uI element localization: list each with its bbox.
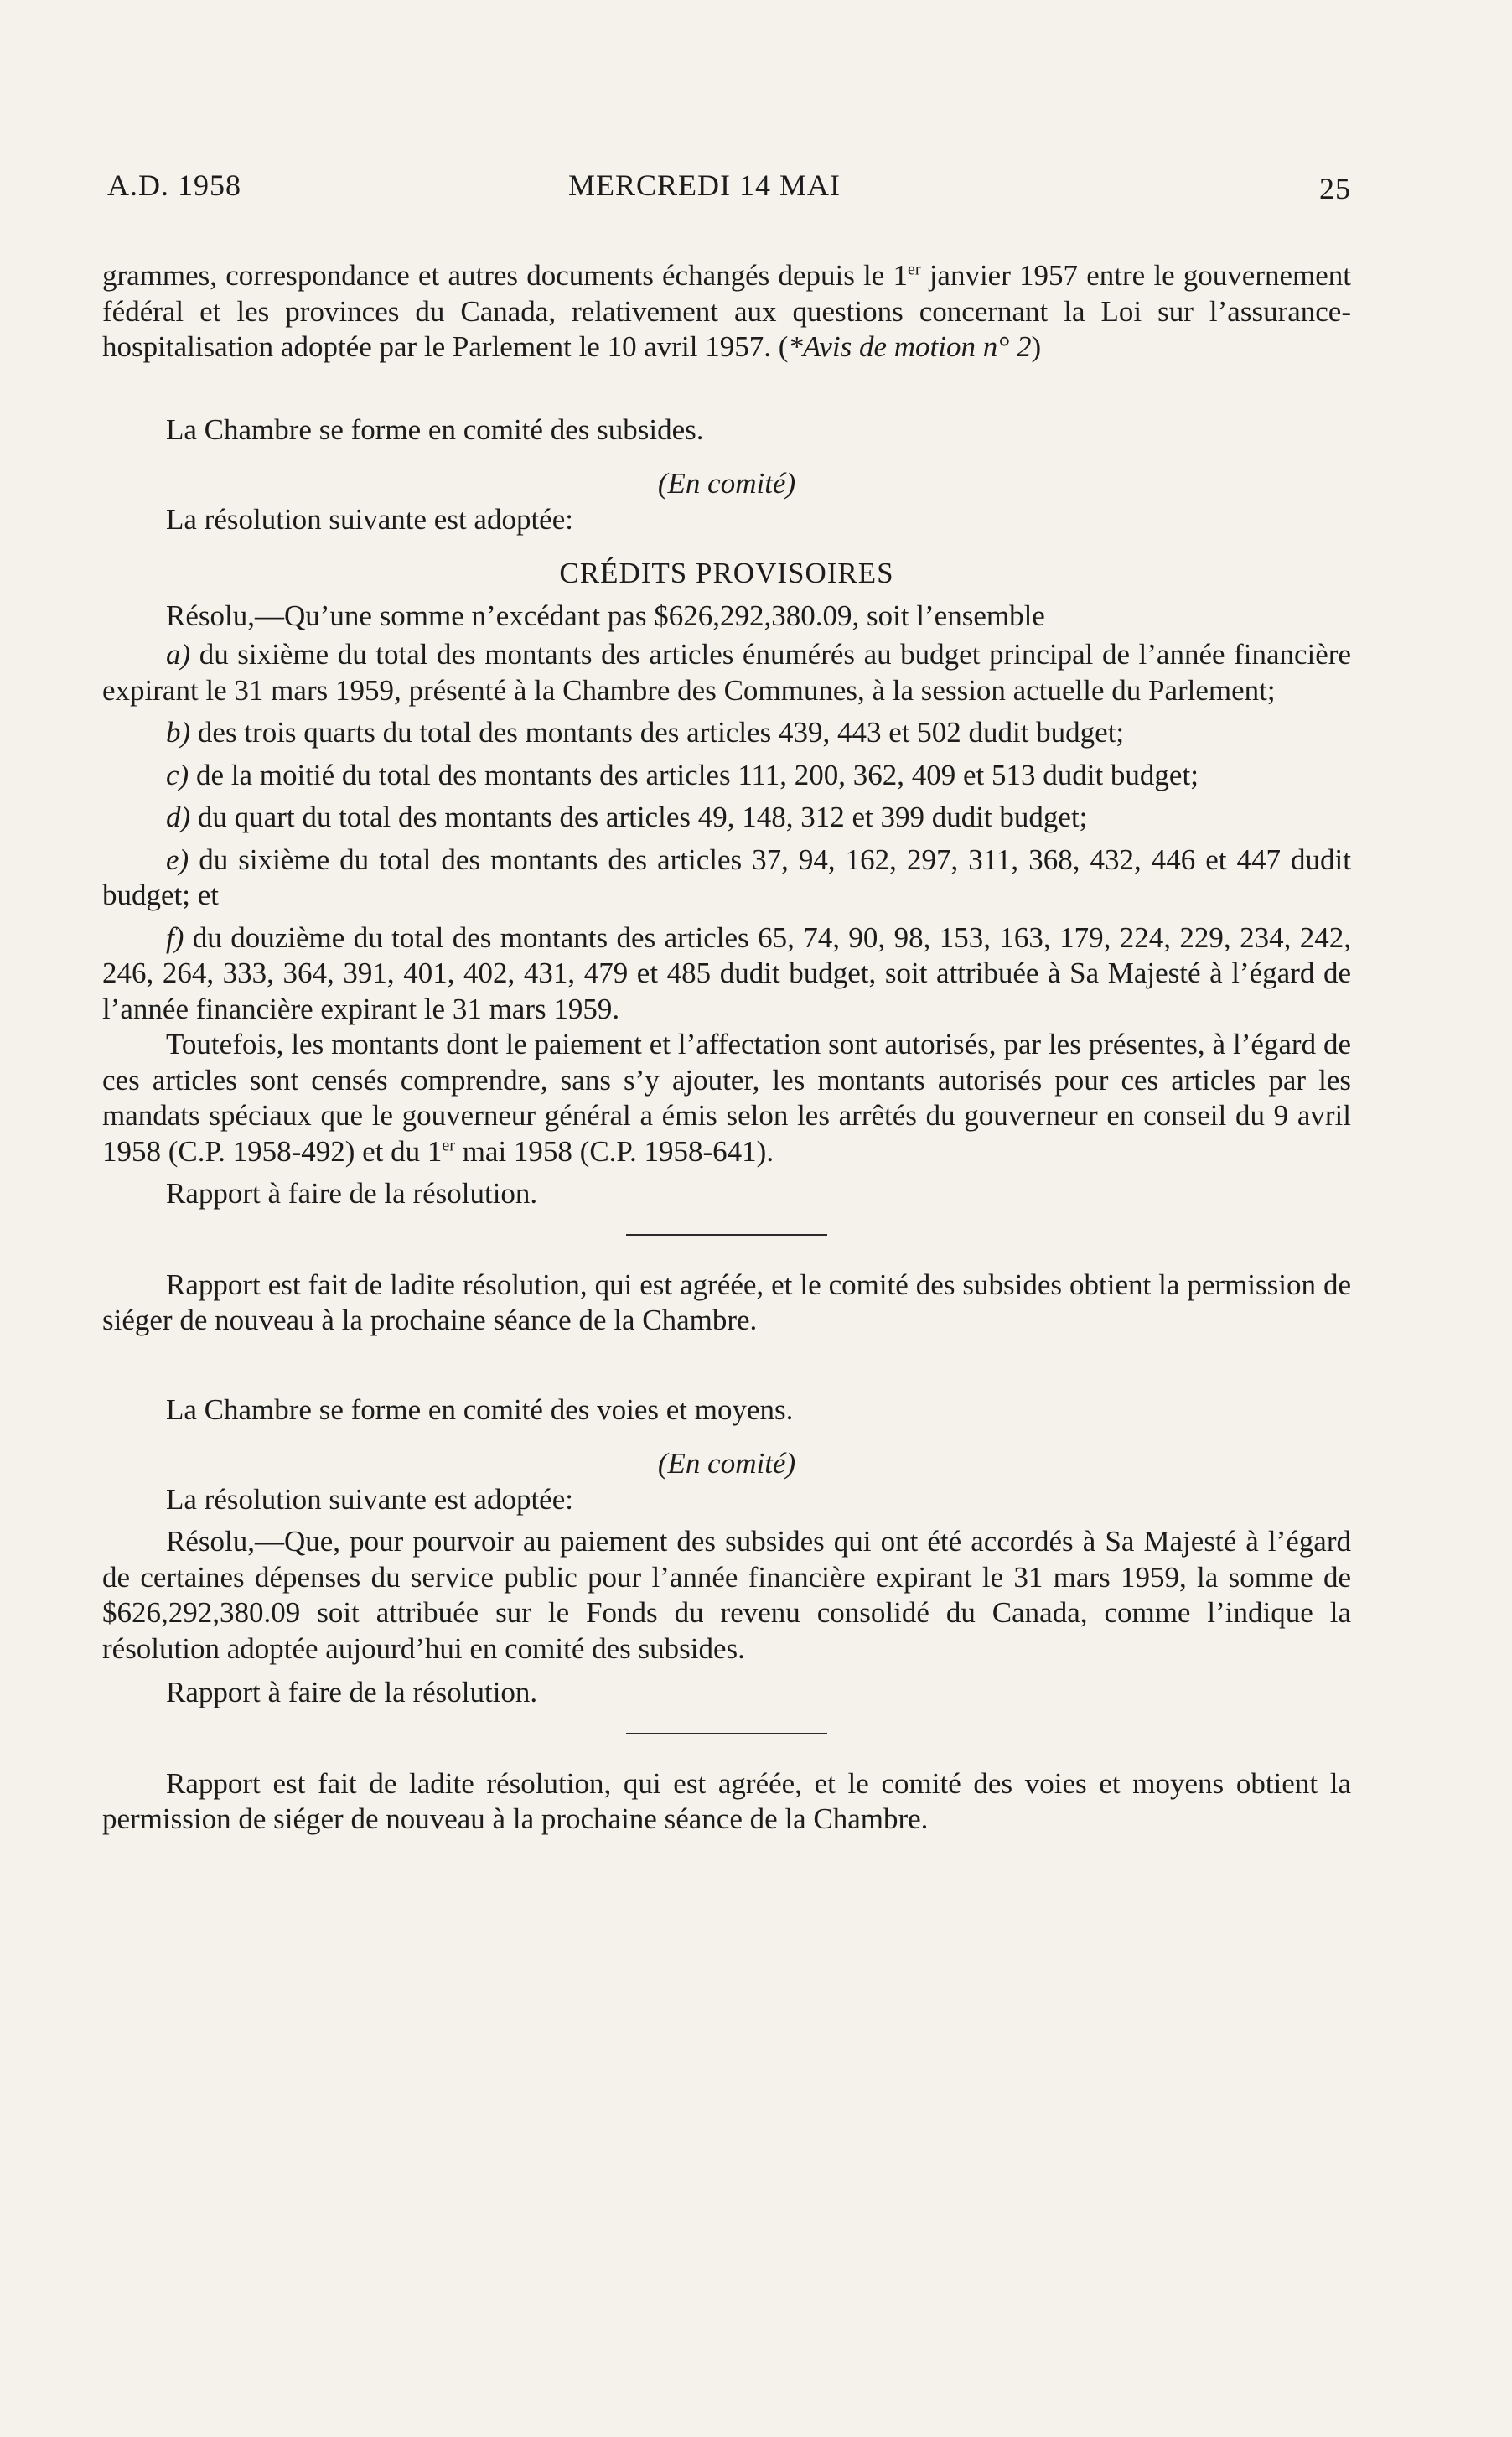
in-committee-label: (En comité) <box>657 1447 796 1480</box>
item-c: c) de la moitié du total des montants des articles 111, 200, 362, 409 et 513 dudit budget; <box>166 758 1199 791</box>
report-made-paragraph: Rapport est fait de ladite résolution, qui est agréée, et le comité des voies et moyens obtient la permission de siéger de nouveau à la prochaine séance de la Chambre. <box>102 1766 1351 1835</box>
proviso-paragraph: Toutefois, les montants dont le paiement et l’affectation sont autorisés, par les présentes, à l’égard de ces articles sont censés comprendre, sans s’y ajouter, les montants autorisés pour ces articles par les mandats spéciaux que le gouverneur général a émis selon les arrêtés du gouverneur en conseil du 9 avril 1958 (C.P. 1958-492) et du 1er mai 1958 (C.P. 1958-641). <box>102 1028 1351 1168</box>
resolution-adopted-text: La résolution suivante est adoptée: <box>166 1482 573 1516</box>
item-b: b) des trois quarts du total des montants des articles 439, 443 et 502 dudit budget; <box>166 716 1125 749</box>
report-made-paragraph: Rapport est fait de ladite résolution, qui est agréée, et le comité des subsides obtient la permission de siéger de nouveau à la prochaine séance de la Chambre. <box>102 1268 1351 1336</box>
resolution-paragraph: Résolu,—Que, pour pourvoir au paiement des subsides qui ont été accordés à Sa Majesté à l’égard de certaines dépenses du service public pour l’année financière expirant le 31 mars 1959, la somme de $626,292,380.09 soit attribuée sur le Fonds du revenu consolidé du Canada, comme l’indique la résolution adoptée aujourd’hui en comité des subsides. <box>102 1525 1351 1665</box>
header-date: MERCREDI 14 MAI <box>568 169 841 202</box>
resolution-paragraph: Résolu,—Qu’une somme n’excédant pas $626,292,380.09, soit l’ensemble <box>166 599 1045 632</box>
in-committee-label: (En comité) <box>657 467 796 500</box>
item-f: f) du douzième du total des montants des articles 65, 74, 90, 98, 153, 163, 179, 224, 229, 234, 242, 246, 264, 333, 364, 391, 401, 402, 431, 479 et 485 dudit budget, soit attribuée à Sa Majesté à l’égard de l’année financière expirant le 31 mars 1959. <box>102 920 1351 1025</box>
item-d: d) du quart du total des montants des articles 49, 148, 312 et 399 dudit budget; <box>166 801 1088 833</box>
page-body <box>102 258 1351 1838</box>
committee-supply-paragraph: La Chambre se forme en comité des subsides. <box>166 412 704 446</box>
report-line: Rapport à faire de la résolution. <box>166 1676 538 1708</box>
header-year: A.D. 1958 <box>107 169 241 202</box>
committee-ways-means-paragraph: La Chambre se forme en comité des voies et moyens. <box>166 1392 794 1426</box>
page-header <box>107 168 1351 210</box>
continued-paragraph: grammes, correspondance et autres documents échangés depuis le 1er janvier 1957 entre le gouvernement fédéral et les provinces du Canada, relativement aux questions concernant la Loi sur l’assurance-hospitalisation adoptée par le Parlement le 10 avril 1957. (*Avis de motion n° 2) <box>102 259 1352 363</box>
section-heading: CRÉDITS PROVISOIRES <box>559 557 894 589</box>
page-number: 25 <box>1319 172 1351 205</box>
report-line: Rapport à faire de la résolution. <box>166 1177 538 1210</box>
item-e: e) du sixième du total des montants des articles 37, 94, 162, 297, 311, 368, 432, 446 et 447 dudit budget; et <box>102 843 1351 911</box>
item-a: a) du sixième du total des montants des articles énumérés au budget principal de l’année financière expirant le 31 mars 1959, présenté à la Chambre des Communes, à la session actuelle du Parlement; <box>102 638 1351 707</box>
resolution-adopted-text: La résolution suivante est adoptée: <box>166 502 573 536</box>
